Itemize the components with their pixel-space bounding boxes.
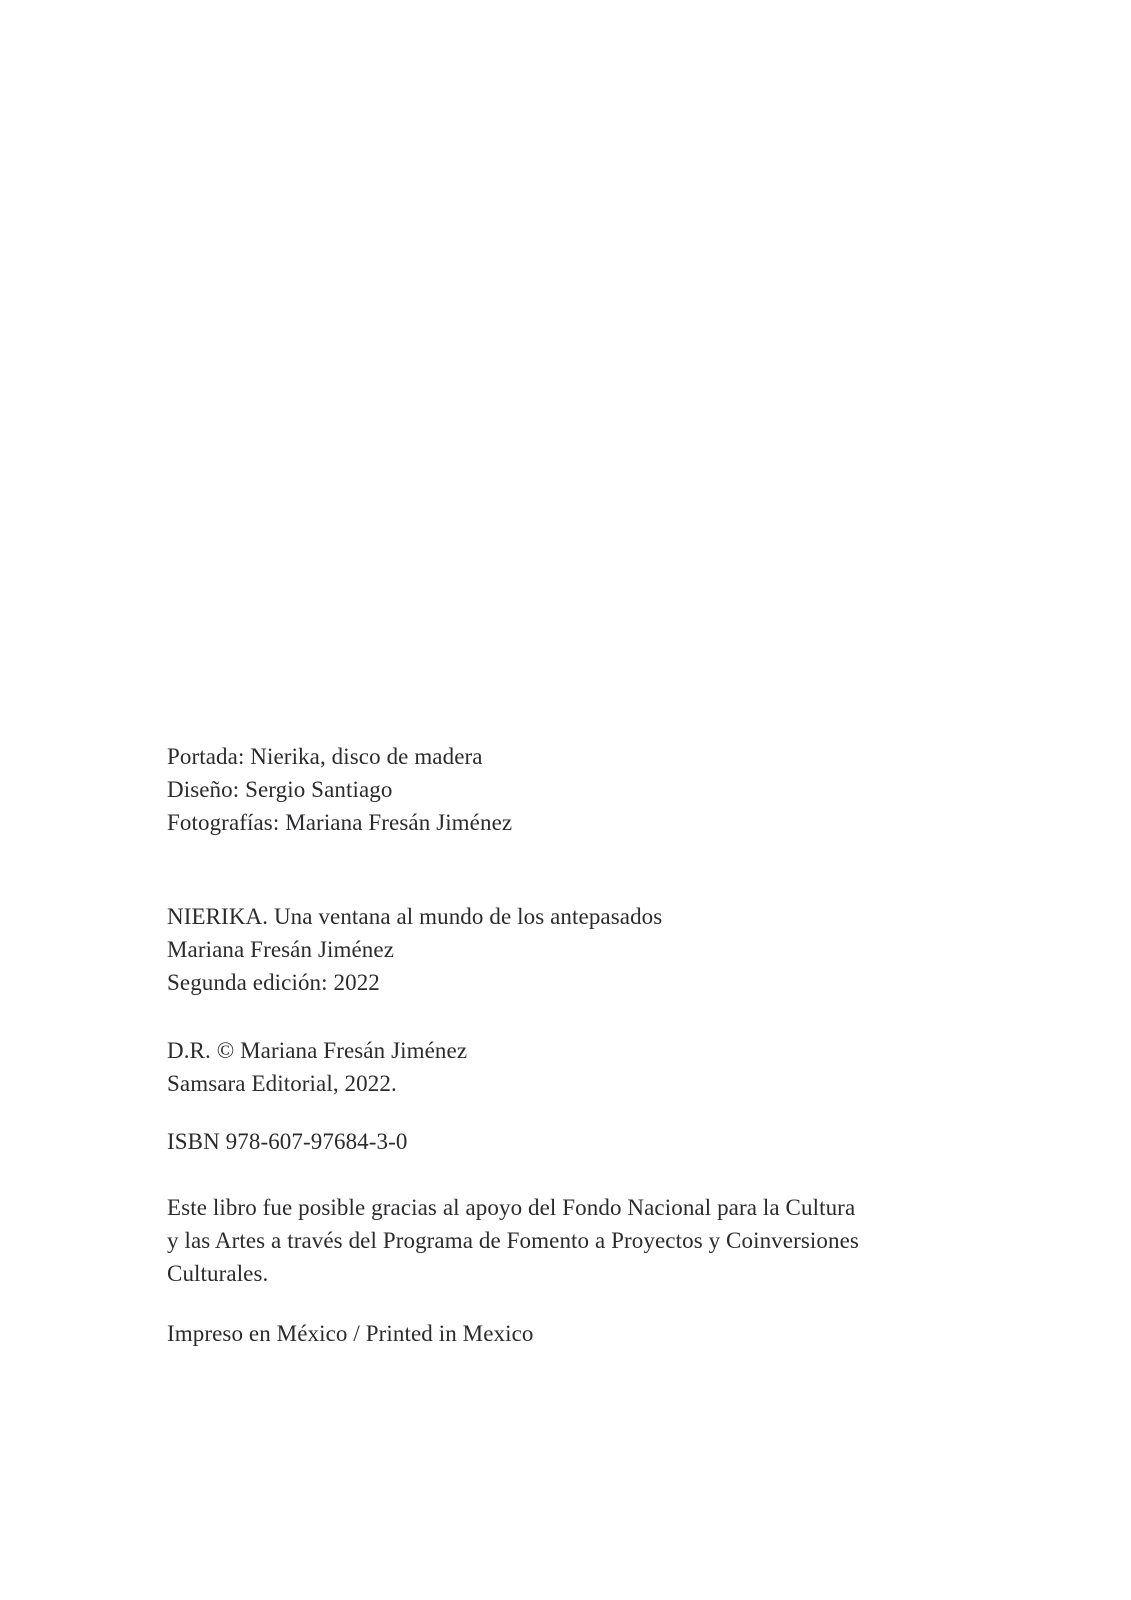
design-credit: Diseño: Sergio Santiago (167, 777, 393, 802)
funding-line-3: Culturales. (167, 1261, 269, 1286)
isbn-line: ISBN 978-607-97684-3-0 (167, 1129, 408, 1154)
funding-line-1: Este libro fue posible gracias al apoyo del Fondo Nacional para la Cultura (167, 1195, 856, 1220)
book-author: Mariana Fresán Jiménez (167, 937, 395, 962)
isbn-block (167, 1125, 1011, 1158)
photography-credit: Fotografías: Mariana Fresán Jiménez (167, 810, 513, 835)
cover-credit: Portada: Nierika, disco de madera (167, 744, 483, 769)
book-edition: Segunda edición: 2022 (167, 970, 380, 995)
rights-block (167, 1034, 1011, 1100)
printed-line: Impreso en México / Printed in Mexico (167, 1321, 534, 1346)
copyright-line: D.R. © Mariana Fresán Jiménez (167, 1038, 468, 1063)
funding-block (167, 1191, 1011, 1290)
book-title: NIERIKA. Una ventana al mundo de los antepasados (167, 904, 663, 929)
title-block (167, 900, 1011, 999)
publisher-line: Samsara Editorial, 2022. (167, 1071, 397, 1096)
printed-block (167, 1317, 1011, 1350)
credits-block (167, 740, 1011, 839)
funding-line-2: y las Artes a través del Programa de Fomento a Proyectos y Coinversiones (167, 1228, 859, 1253)
